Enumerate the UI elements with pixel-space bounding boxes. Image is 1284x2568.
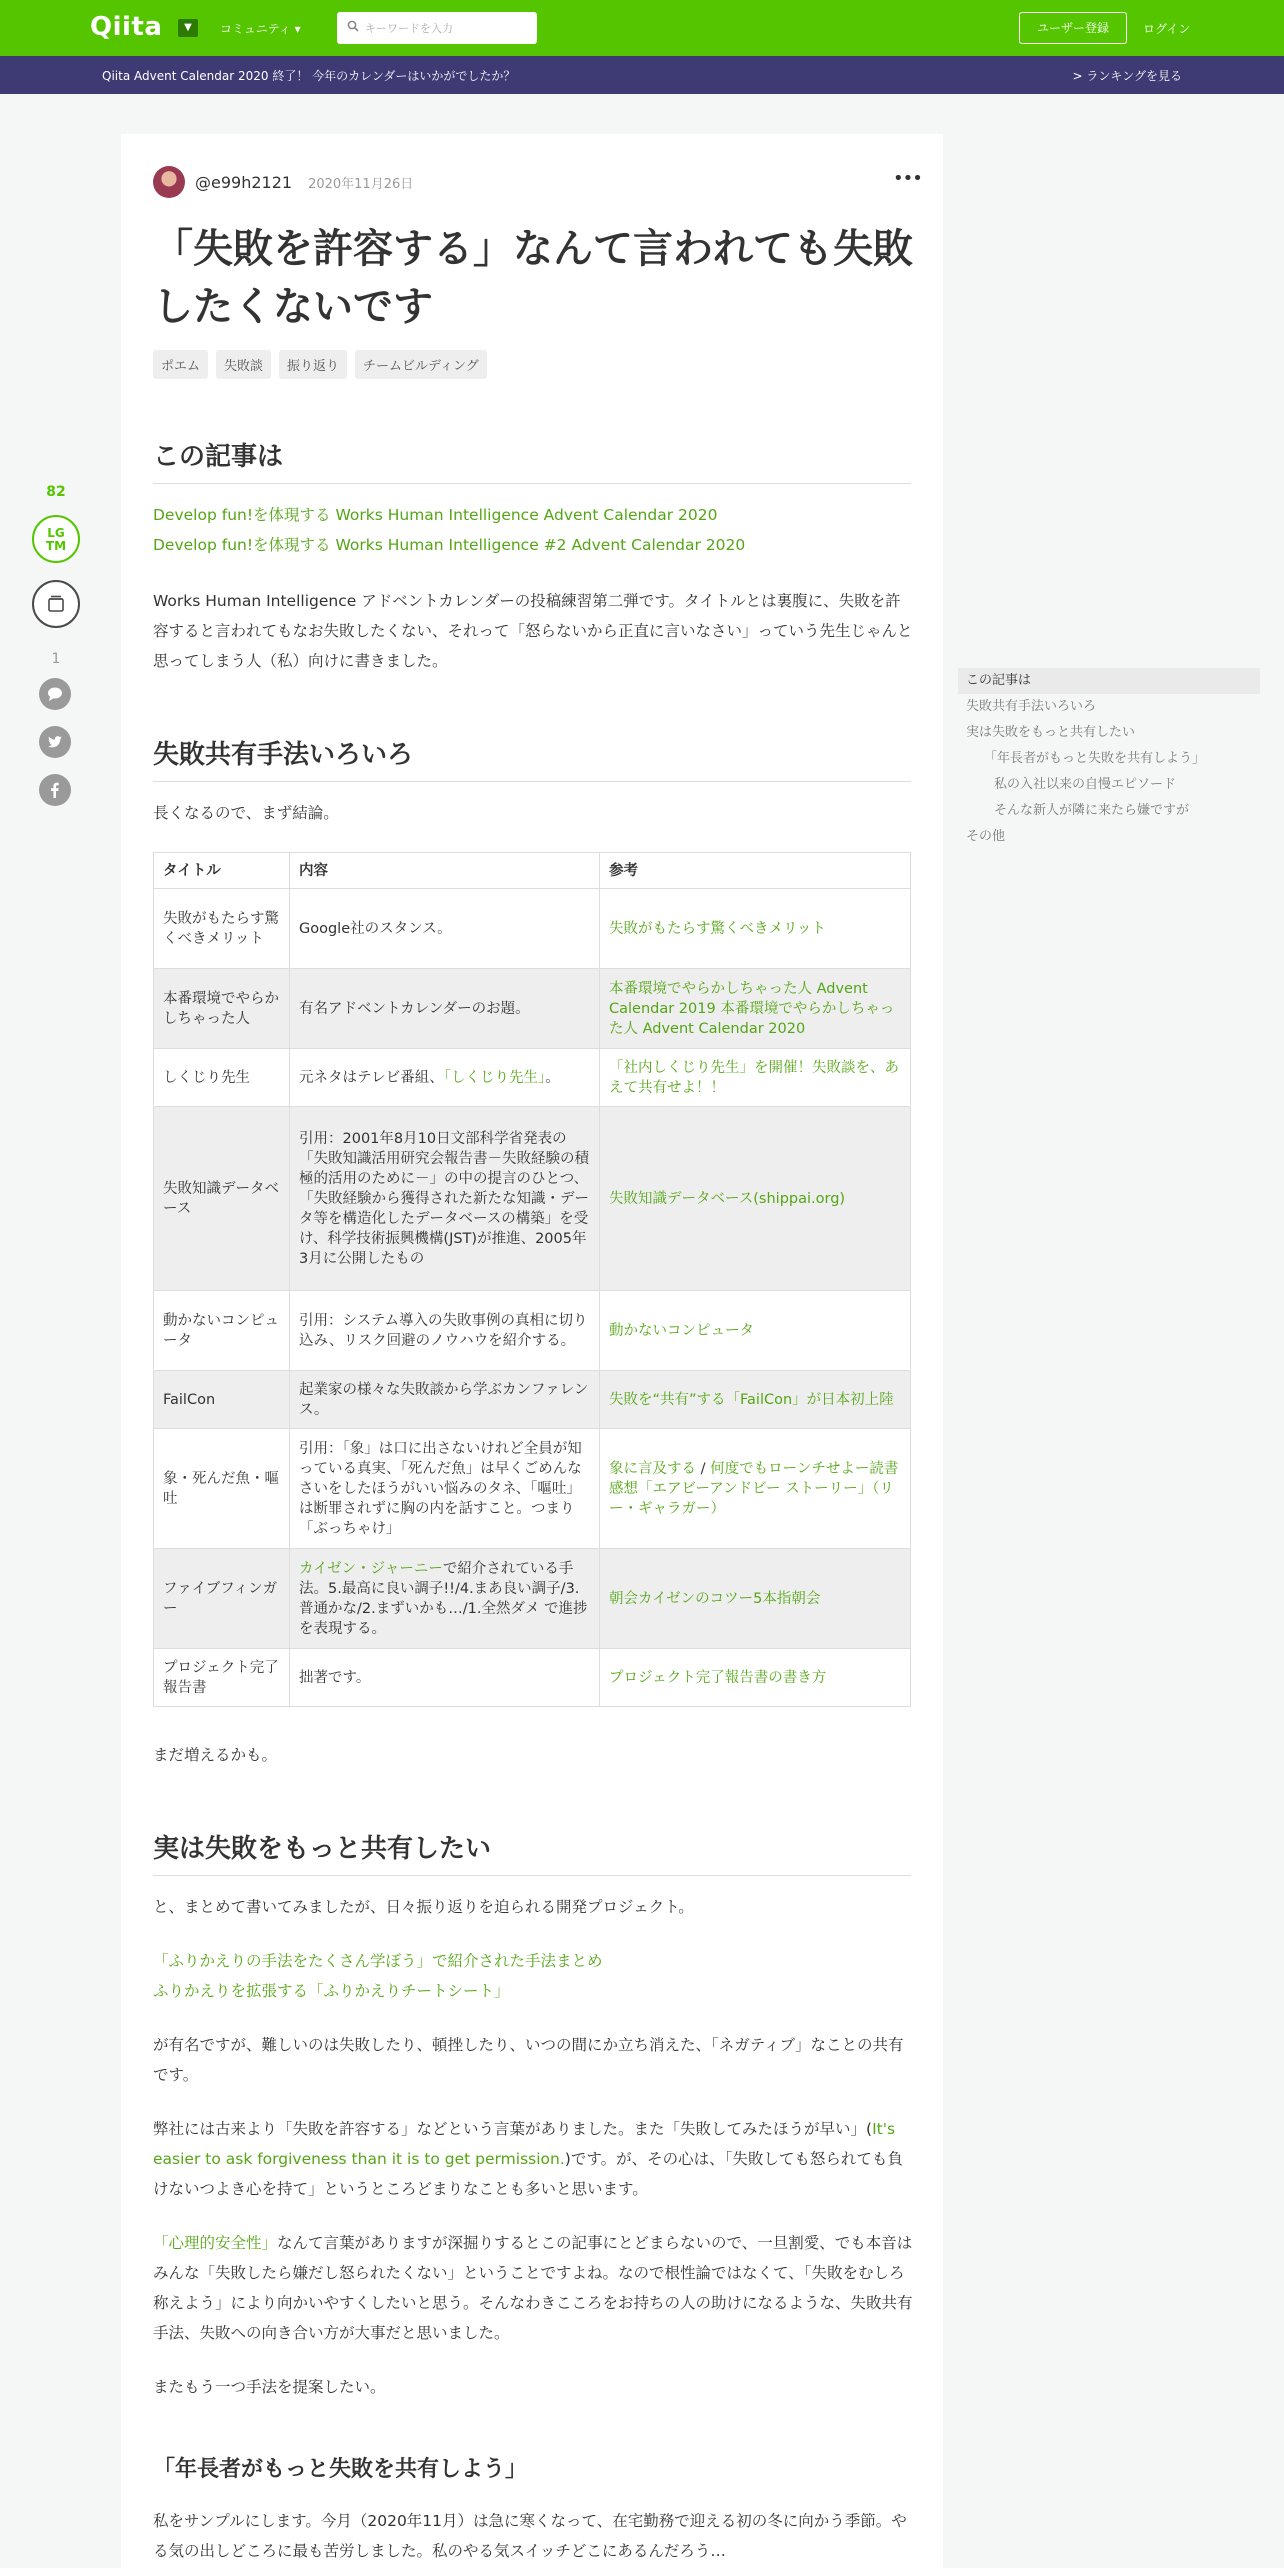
banner-message[interactable]: Qiita Advent Calendar 2020 終了！ 今年のカレンダーはいかがでしたか？ [102, 69, 516, 83]
content-link[interactable]: カイゼン・ジャーニー [299, 1560, 443, 1577]
cell-ref [600, 1649, 911, 1707]
cell-title: ファイブフィンガー [154, 1549, 290, 1649]
lgtm-count: 82 [46, 484, 66, 500]
cell-content [290, 1049, 600, 1107]
paragraph: まだ増えるかも。 [153, 1746, 278, 1764]
paragraph [153, 2228, 913, 2348]
paragraph-text: )です。が、その心は、「失敗しても怒られても負けないつよき心を持て」というところどまりなことも多いと思います。 [153, 2150, 903, 2198]
content-link[interactable]: 「しくじり先生」 [443, 1069, 546, 1086]
advent-calendar-link[interactable]: Develop fun!を体現する Works Human Intelligence Advent Calendar 2020 [153, 506, 718, 524]
lgtm-button[interactable] [32, 515, 80, 563]
signup-button[interactable]: ユーザー登録 [1019, 12, 1127, 44]
logo-dropdown-icon[interactable]: ▼ [178, 19, 198, 37]
global-header [0, 0, 1284, 56]
quote-link[interactable]: It's easier to ask forgiveness than it is to get permission. [153, 2120, 896, 2168]
page-title: 「失敗を許容する」なんて言われても失敗したくないです [153, 226, 913, 330]
section-heading: 実は失敗をもっと共有したい [153, 1828, 911, 1876]
paragraph: が有名ですが、難しいのは失敗したり、頓挫したり、いつの間にか立ち消えた、「ネガティブ」なことの共有です。 [153, 2036, 904, 2084]
ranking-link[interactable]: > ランキングを見る [1072, 69, 1182, 83]
cell-text: で紹介されている手法。5.最高に良い調子!!/4.まあ良い調子/3.普通かな/2.まずいかも…/1.全然ダメ で進捗を表現する。 [299, 1560, 588, 1637]
cell-ref [600, 1049, 911, 1107]
author-info [153, 166, 413, 198]
ref-link[interactable]: 「社内しくじり先生」を開催！失敗談を、あえて共有せよ！！ [609, 1059, 899, 1096]
cell-title: 失敗がもたらす驚くべきメリット [154, 889, 290, 969]
search-icon [347, 20, 359, 32]
more-options-icon[interactable]: ••• [893, 168, 922, 189]
cell-content [290, 1549, 600, 1649]
psychological-safety-link[interactable]: 「心理的安全性」 [153, 2234, 278, 2252]
tag[interactable]: 振り返り [279, 350, 347, 379]
cell-title: 象・死んだ魚・嘔吐 [154, 1429, 290, 1549]
paragraph [153, 2114, 913, 2204]
table-row [154, 1291, 911, 1371]
tag[interactable]: ポエム [153, 350, 208, 379]
toc-item[interactable]: この記事は [958, 668, 1260, 694]
cell-ref [600, 1371, 911, 1429]
cell-ref [600, 1429, 911, 1549]
table-row [154, 1107, 911, 1291]
cell-ref [600, 1107, 911, 1291]
toc-item[interactable]: その他 [966, 829, 1006, 844]
cell-title: しくじり先生 [154, 1049, 290, 1107]
author-name[interactable]: @e99h2121 [195, 172, 293, 192]
table-row [154, 969, 911, 1049]
twitter-share-button[interactable] [39, 726, 71, 758]
ref-link[interactable]: 朝会カイゼンのコツー5本指朝会 [609, 1590, 821, 1607]
paragraph [153, 1946, 913, 2006]
table-header-row [154, 853, 911, 889]
cell-text: 。 [545, 1069, 560, 1086]
table-row [154, 1371, 911, 1429]
toc-item[interactable]: 「年長者がもっと失敗を共有しよう」 [984, 751, 1206, 766]
paragraph: と、まとめて書いてみましたが、日々振り返りを迫られる開発プロジェクト。 [153, 1898, 694, 1916]
qiita-logo[interactable]: Qiita [90, 12, 163, 42]
table-of-contents [958, 668, 1260, 850]
advent-banner [0, 56, 1284, 94]
furikaeri-link[interactable]: ふりかえりを拡張する「ふりかえりチートシート」 [153, 1982, 510, 2000]
ref-link[interactable]: 何度でもローンチせよー読書感想「エアビーアンドビー ストーリー」（リー・ギャラガー） [609, 1460, 899, 1517]
lgtm-label-top: LG [47, 526, 65, 540]
table-row [154, 1549, 911, 1649]
search-box[interactable] [337, 12, 537, 44]
cell-content: 拙著です。 [290, 1649, 600, 1707]
cell-title: 動かないコンピュータ [154, 1291, 290, 1371]
cell-ref [600, 1291, 911, 1371]
facebook-share-button[interactable] [39, 774, 71, 806]
ref-link[interactable]: 失敗がもたらす驚くべきメリット [609, 920, 826, 937]
tag[interactable]: チームビルディング [355, 350, 487, 379]
cell-content: 引用：システム導入の失敗事例の真相に切り込み、リスク回避のノウハウを紹介する。 [290, 1291, 600, 1371]
avatar[interactable] [153, 166, 185, 198]
column-header: タイトル [154, 853, 290, 889]
cell-title: FailCon [154, 1371, 290, 1429]
cell-content: Google社のスタンス。 [290, 889, 600, 969]
furikaeri-link[interactable]: 「ふりかえりの手法をたくさん学ぼう」で紹介された手法まとめ [153, 1952, 603, 1970]
ref-link[interactable]: 象に言及する [609, 1460, 696, 1477]
paragraph-text: なんて言葉がありますが深掘りするとこの記事にとどまらないので、一旦割愛、でも本音はみんな「失敗したら嫌だし怒られたくない」ということですよね。なので根性論ではなくて、「失敗をむしろ称えよう」により向かいやすくしたいと思う。そんなわきこころをお持ちの人の助けになるような、失敗共有手法、失敗への向き合い方が大事だと思いました。 [153, 2234, 913, 2342]
cell-content: 引用：「象」は口に出さないけれど全員が知っている真実、「死んだ魚」は早くごめんなさいをしたほうがいい悩みのタネ、「嘔吐」は断罪されずに胸の内を話すこと。つまり「ぶっちゃけ」 [290, 1429, 600, 1549]
ref-separator: / [696, 1460, 711, 1477]
toc-item[interactable]: そんな新人が隣に来たら嫌ですが [994, 803, 1190, 818]
toc-item[interactable]: 私の入社以来の自慢エピソード [994, 777, 1177, 792]
twitter-icon [47, 734, 63, 750]
stock-button[interactable] [32, 580, 80, 628]
ref-link[interactable]: 失敗知識データベース(shippai.org) [609, 1190, 846, 1207]
subsection-heading: 「年長者がもっと失敗を共有しよう」 [153, 2457, 528, 2482]
cell-ref [600, 1549, 911, 1649]
advent-calendar-link[interactable]: Develop fun!を体現する Works Human Intelligence #2 Advent Calendar 2020 [153, 536, 746, 554]
cell-ref [600, 889, 911, 969]
cell-content: 有名アドベントカレンダーのお題。 [290, 969, 600, 1049]
cell-content: 起業家の様々な失敗談から学ぶカンファレンス。 [290, 1371, 600, 1429]
toc-item[interactable]: 実は失敗をもっと共有したい [966, 725, 1136, 740]
table-row [154, 1649, 911, 1707]
comment-icon [47, 686, 63, 702]
table-row [154, 1049, 911, 1107]
ref-link[interactable]: 本番環境でやらかしちゃった人 Advent Calendar 2020 [609, 1000, 895, 1037]
table-row [154, 1429, 911, 1549]
section-heading: 失敗共有手法いろいろ [153, 734, 911, 782]
paragraph: 長くなるので、まず結論。 [153, 804, 339, 822]
cell-title: プロジェクト完了報告書 [154, 1649, 290, 1707]
ref-link[interactable]: 失敗を“共有”する「FailCon」が日本初上陸 [609, 1391, 894, 1408]
paragraph-text: 弊社には古来より「失敗を許容する」などという言葉がありました。また「失敗してみたほうが早い」( [153, 2120, 873, 2138]
cell-title: 失敗知識データベース [154, 1107, 290, 1291]
login-link[interactable]: ログイン [1143, 22, 1191, 36]
cell-text: 元ネタはテレビ番組、 [299, 1069, 444, 1086]
toc-item[interactable]: 失敗共有手法いろいろ [966, 699, 1097, 714]
tag[interactable]: 失敗談 [216, 350, 271, 379]
tag-list [153, 350, 487, 379]
comment-share-button[interactable] [39, 678, 71, 710]
paragraph: 私をサンプルにします。今月（2020年11月）は急に寒くなって、在宅勤務で迎える初の冬に向かう季節。やる気の出しどころに最も苦労しました。私のやる気スイッチどこにあるんだろう… [153, 2512, 907, 2560]
column-header: 内容 [290, 853, 600, 889]
table-row [154, 889, 911, 969]
stock-count: 1 [51, 651, 61, 667]
paragraph [153, 500, 913, 560]
facebook-icon [47, 782, 63, 798]
ref-link[interactable]: 動かないコンピュータ [609, 1322, 754, 1339]
lgtm-label-bottom: TM [45, 539, 67, 553]
cell-title: 本番環境でやらかしちゃった人 [154, 969, 290, 1049]
stock-icon [46, 594, 66, 614]
post-date: 2020年11月26日 [308, 176, 414, 192]
section-heading: この記事は [153, 436, 911, 484]
ref-link[interactable]: 本番環境でやらかしちゃった人 Advent Calendar 2019 [609, 980, 868, 1017]
column-header: 参考 [600, 853, 911, 889]
community-menu[interactable]: コミュニティ ▾ [220, 22, 301, 36]
method-table [153, 852, 911, 1707]
ref-link[interactable]: プロジェクト完了報告書の書き方 [609, 1669, 827, 1686]
cell-content: 引用：2001年8月10日文部科学省発表の「失敗知識活用研究会報告書－失敗経験の積極的活用のために－」の中の提言のひとつ、「失敗経験から獲得された新たな知識・データ等を構造化したデータベースの構築」を受け、科学技術振興機構(JST)が推進、2005年3月に公開したもの [290, 1107, 600, 1291]
cell-ref [600, 969, 911, 1049]
search-input[interactable] [365, 19, 530, 37]
article-card [121, 134, 943, 2568]
paragraph: Works Human Intelligence アドベントカレンダーの投稿練習第二弾です。タイトルとは裏腹に、失敗を許容すると言われてもなお失敗したくない、それって「怒らないから正直に言いなさい」っていう先生じゃんと思ってしまう人（私）向けに書きました。 [153, 592, 913, 670]
paragraph: またもう一つ手法を提案したい。 [153, 2378, 386, 2396]
